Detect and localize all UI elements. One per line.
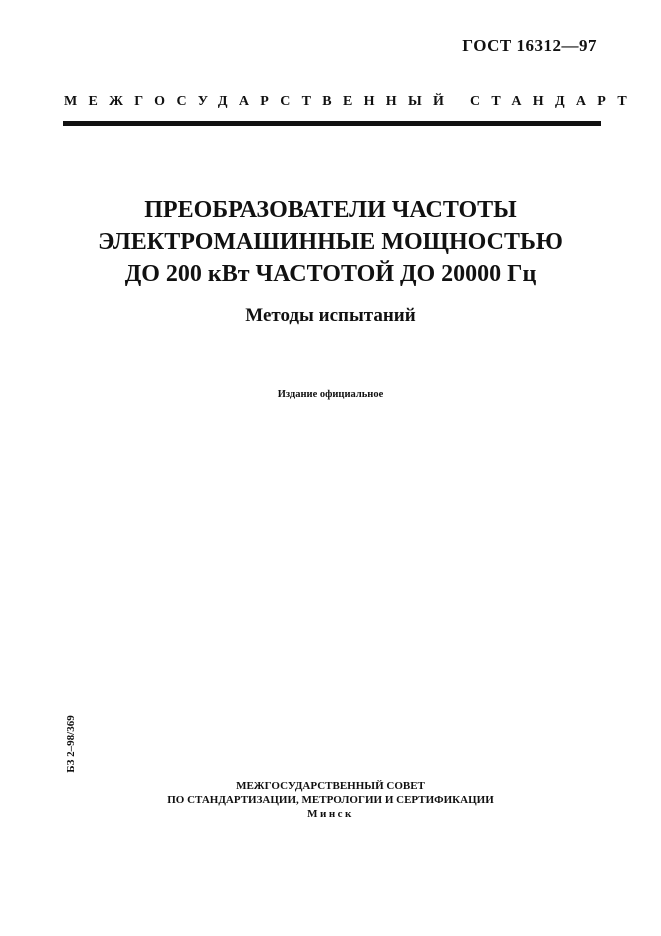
document-title	[0, 194, 661, 290]
document-subtitle: Методы испытаний	[245, 305, 416, 326]
title-line-1: ПРЕОБРАЗОВАТЕЛИ ЧАСТОТЫ	[144, 197, 517, 223]
heading-rule	[63, 121, 601, 126]
standard-type-heading: МЕЖГОСУДАРСТВЕННЫЙ СТАНДАРТ	[64, 94, 638, 109]
publisher-block	[0, 779, 661, 821]
publisher-city: Минск	[307, 808, 354, 820]
publisher-line-1: МЕЖГОСУДАРСТВЕННЫЙ СОВЕТ	[236, 780, 425, 792]
publisher-line-2: ПО СТАНДАРТИЗАЦИИ, МЕТРОЛОГИИ И СЕРТИФИКАЦИИ	[167, 794, 494, 806]
document-code: ГОСТ 16312—97	[462, 36, 597, 55]
edition-note: Издание официальное	[277, 389, 384, 400]
side-print-code: БЗ 2–98/369	[65, 715, 77, 773]
title-line-3: ДО 200 кВт ЧАСТОТОЙ ДО 20000 Гц	[124, 261, 537, 287]
title-line-2: ЭЛЕКТРОМАШИННЫЕ МОЩНОСТЬЮ	[98, 229, 563, 255]
